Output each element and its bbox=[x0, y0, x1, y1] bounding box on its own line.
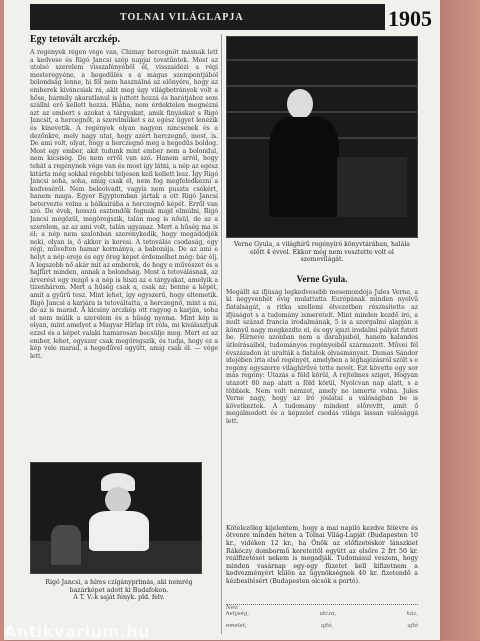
form-door-label: ajtó bbox=[407, 622, 418, 629]
rigo-jancsi-photo bbox=[30, 462, 202, 574]
page-gutter bbox=[440, 0, 480, 640]
article-body-right: Megállt az ifjúság legkedvesebb mesemondója Jules Verne, a ki negyvenhét évig mulattatta Európának minden nyelvű fiatalságát, a ritka szellemi élvezetben részesítette az ifjúságot s a tudomány ismereteit. Mint minden kezdő író, a mult század francia irodalmának, 5 is a szorgalmi alapján a könnyű nagy megkezdte el, és egy igazi irodalmi pályát futott be. Hírneve azonban nem a darabjaiból, hanem kalandos útleírásaiból, tudományos regényeiből származott. Művei fél évszázadon át uralták a fiatalok olvasmányait. Dumas Sándor idejében írta első regényét, amelyben a léghajózásról szólt s e regény egyszerre világhírűvé tette nevét. Ezt követte egy sor más regény: Utazás a föld körül, A rejtelmes sziget, Hogyan utazott 80 nap alatt a föld körül, Nyolcvan nap alatt, s a többiek. Nem volt nemzet, amely ne ismerte volna. Jules Verne nagy, hogy az író jóslatai a valóságban be is következtek. A tudomány mindent előrevitt, amit ő megálmodott és a képzelet csodás világa lassan valósággá lett. bbox=[226, 288, 418, 425]
form-address-labels bbox=[226, 611, 418, 617]
article-title-right: Verne Gyula. bbox=[296, 273, 348, 284]
form-house-label: ház, bbox=[406, 610, 418, 617]
form-detail-labels bbox=[226, 623, 418, 629]
desk-shape bbox=[337, 157, 407, 217]
portrait-head bbox=[105, 487, 131, 513]
portrait-body bbox=[269, 117, 339, 217]
shelf-line bbox=[227, 85, 417, 87]
magazine-title: TOLNAI VILÁGLAPJA bbox=[120, 12, 244, 23]
verne-photo bbox=[226, 36, 418, 238]
form-name-label: Név: bbox=[226, 604, 240, 611]
caption-left-line2: A T. V.-k saját fényk. pld. felv. bbox=[73, 594, 165, 602]
shelf-line bbox=[227, 111, 417, 113]
article-body-left: A regények régen vége van, Chimay hercegnőt másnak lett a kedvese és Rigó Jancsi szép napjai tovatűntek. Most az utolsó szerelem visszafényéből él, visszaidézi a régi mesteregyéne, a hegedűlés s a mágus szempontjából bolondság lenne, hi föl nem használná az előnyére, hogy az emberek kíváncsiak rá, akit meg úgy világbotrányok volt a hőse, bármily akaratlanul is juttott hozzá és barátjához sem szállni erő kellett hozzá. Hiába, nem érdektelen megnézni azt az embert s azokat a tárgyakat, amik finyáskat s Rigó Jancsit, a hercegnőt, a szerelmüket s az egész ügyet lenézik és kinevetik. A regények olyan nagyon nincsenek és a dezőnkre, mely nagy utat, hogy azért herczegnő, most, is. De ami volt, olyat, hogy a herczegnő meg a hegedűs boldog. Most egy ember, akit tudunk mint ember nem a bolondul, nem kicsiség. De nem erről van szó. Hanem arról, hogy tehát a regénynek vége van és most így látni, a nép az egész kitárta még sokkal régebbi teljesen kell kellett lesz. Így Rigó Jancsi soha, soha, amíg csak él, nem fog megfeledkezni a kedveséről. Nem beleolvadt, vagyis nem puszta csókért, hanem maga. Egyer Egyptomban jártak a ott Rigó Jancsi betervezte volna a bálkairába a herczegnő képét. Erről van szó. De évek, hosszú esztendők fognak majd elmúlni, Rigó Jancsi megözül, megöregszik, talán meg is nősül, de az a szerelem, az az ami volt, talán ugyanaz. Mert a hűség ma is él; a nép nem szalonban szerénykedik, hogy megadódjék neki, olyan is, ő akkor is keresi. A tetoválás csodaság, egy régi, művelten hamar kormánya, a babonája. De az ami e helyt a nép ereje és egy öreg képet érdemelhet még: bár élj. A legszebb nő akár mit az emberek, de hogy e művészet és a hajfürt minden, annak a bolondság. Most a tetoválásnak, az árverést egy rezgő s a nép is hiszi az e tárgyakat, amelyik a tizenhárom. Mert a hűség csak a, csak az; benne a képét, amit a gyűrű tesz. Mint lehet, így egyszerű, hogy eltemetik. Rigó Jancsi a karjára is tetováltatta, a herczegnő, mint a mi, de az is marad. A kicsiny arczkép ott ragyog a karján, soha el nem múlik a szerelem és a hűség nyoma. Mint kép is olyan, mint amelyet a Magyar Hírlap írt róla, mi kiválasztjuk ezzel és a képet valaki hamarosan becsülje meg. Mert ez az ember, lehet, egyszer csak megöregszik, és tudja, hogy ez a kép vele marad, a hegedűvel együtt, amíg csak él. — vége lett. bbox=[30, 49, 218, 360]
watermark-text: Antikvarium.hu bbox=[4, 622, 151, 641]
portrait-shirt bbox=[89, 511, 149, 551]
shelf-line bbox=[227, 59, 417, 61]
left-column bbox=[30, 34, 218, 469]
portrait-head bbox=[287, 89, 313, 119]
year-label: 1905 bbox=[388, 6, 432, 31]
form-floor-label: ajtó, bbox=[320, 622, 334, 629]
photo-caption-left bbox=[34, 579, 204, 602]
form-place-label: helység, bbox=[226, 610, 250, 617]
background-object bbox=[51, 525, 81, 565]
form-date-label: emelet, bbox=[226, 622, 247, 629]
right-column bbox=[226, 34, 418, 629]
subscription-notice: Kötelezőleg kijelentem, hogy a mai napiló kezdve félévre és ötvenre minden héten a Tolnai Világ-Lapját (Budapesten 10 kr., vidéken 12 kr., ha Önök az előfizetéskor lánszkiet Rákóczy dombormű kereteitől együtt az elsőre 2 frt 50 kr. reálfizetését nekem is megadják. Tudomásul veszem, hogy minden vasárnap egy-egy füzetet kell kifizetnem a kedvezményért külön az ügynökségnek 40 kr. fizetendő a kézbesítésért (Budapesten olcsók a portó). bbox=[226, 524, 418, 585]
photo-caption-right: Verne Gyula, a világhírű regényíró könyvtárában, halála előtt 4 évvel. Ekkor még nem vesztette volt el szemevilágát. bbox=[234, 241, 410, 264]
form-name-line[interactable] bbox=[226, 594, 418, 611]
caption-left-line1: Rigó Jancsi, a híres czigányprímás, aki nemrég bazárképet adott ki Budafokon. bbox=[45, 579, 193, 594]
form-street-label: utcza, bbox=[319, 610, 337, 617]
column-divider bbox=[221, 34, 222, 634]
article-title-left: Egy tetovált arczkép. bbox=[30, 34, 121, 45]
